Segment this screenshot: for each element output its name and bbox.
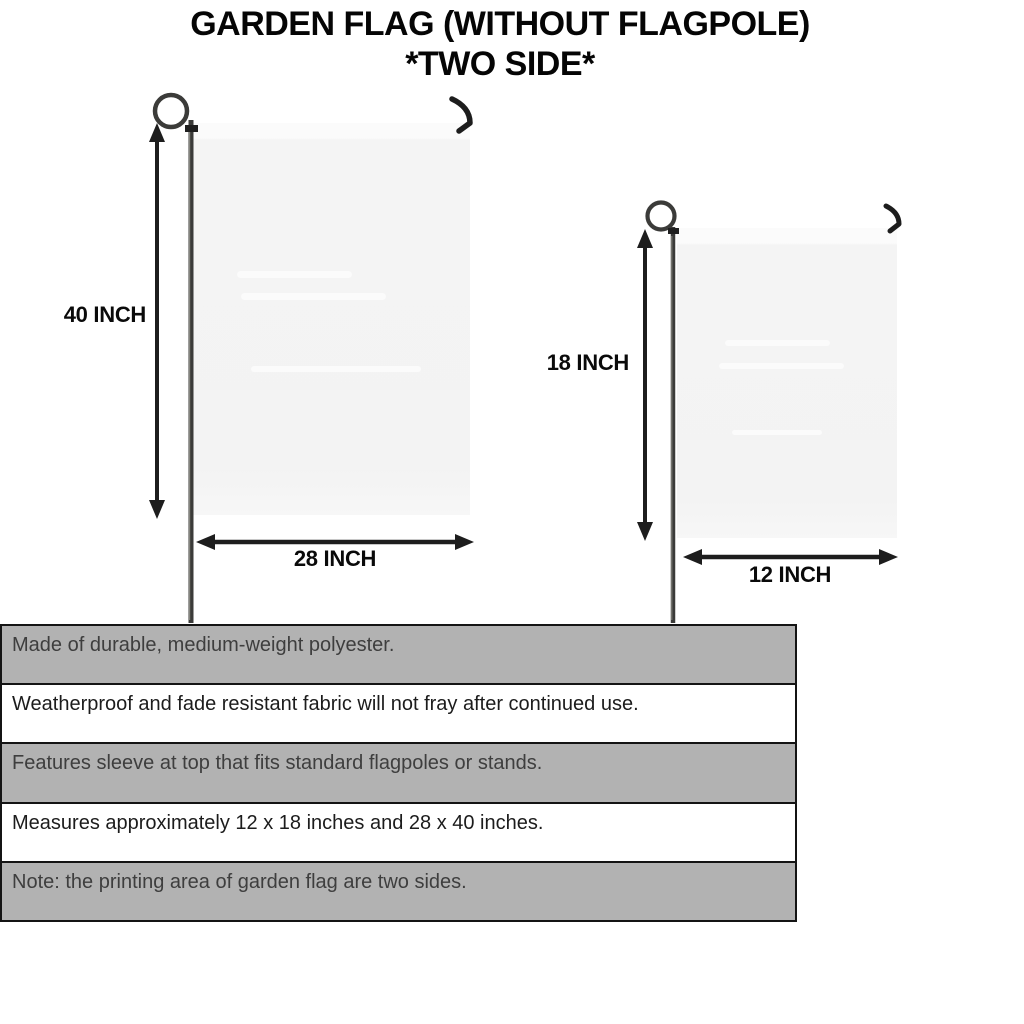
flagpole-clip bbox=[185, 125, 198, 132]
large-flag-height-label: 40 INCH bbox=[63, 302, 146, 327]
title-line-2: *TWO SIDE* bbox=[405, 45, 595, 83]
small-flag-hook-icon bbox=[886, 206, 899, 231]
feature-row-polyester: Made of durable, medium-weight polyester. bbox=[2, 626, 795, 683]
small-flag-height-arrow bbox=[637, 229, 653, 541]
large-flagpole-graphic bbox=[155, 95, 198, 623]
large-flag-width-label: 28 INCH bbox=[293, 546, 377, 571]
feature-row-weatherproof: Weatherproof and fade resistant fabric will not fray after continued use. bbox=[2, 683, 795, 742]
feature-table bbox=[0, 624, 797, 922]
small-flag-height-label: 18 INCH bbox=[546, 350, 629, 375]
large-flag-hook-icon bbox=[452, 99, 470, 131]
small-flagpole-graphic bbox=[648, 203, 680, 624]
large-flag-height-arrow bbox=[149, 123, 165, 519]
small-flag-width-label: 12 INCH bbox=[748, 562, 832, 587]
title-line-1: GARDEN FLAG (WITHOUT FLAGPOLE) bbox=[190, 5, 810, 43]
flagpole-clip bbox=[668, 228, 679, 234]
flagpole-loop-icon bbox=[155, 95, 187, 127]
flagpole-loop-icon bbox=[648, 203, 675, 230]
feature-row-sleeve: Features sleeve at top that fits standard flagpoles or stands. bbox=[2, 742, 795, 801]
feature-row-note: Note: the printing area of garden flag are two sides. bbox=[2, 861, 795, 920]
feature-row-measures: Measures approximately 12 x 18 inches and 28 x 40 inches. bbox=[2, 802, 795, 861]
